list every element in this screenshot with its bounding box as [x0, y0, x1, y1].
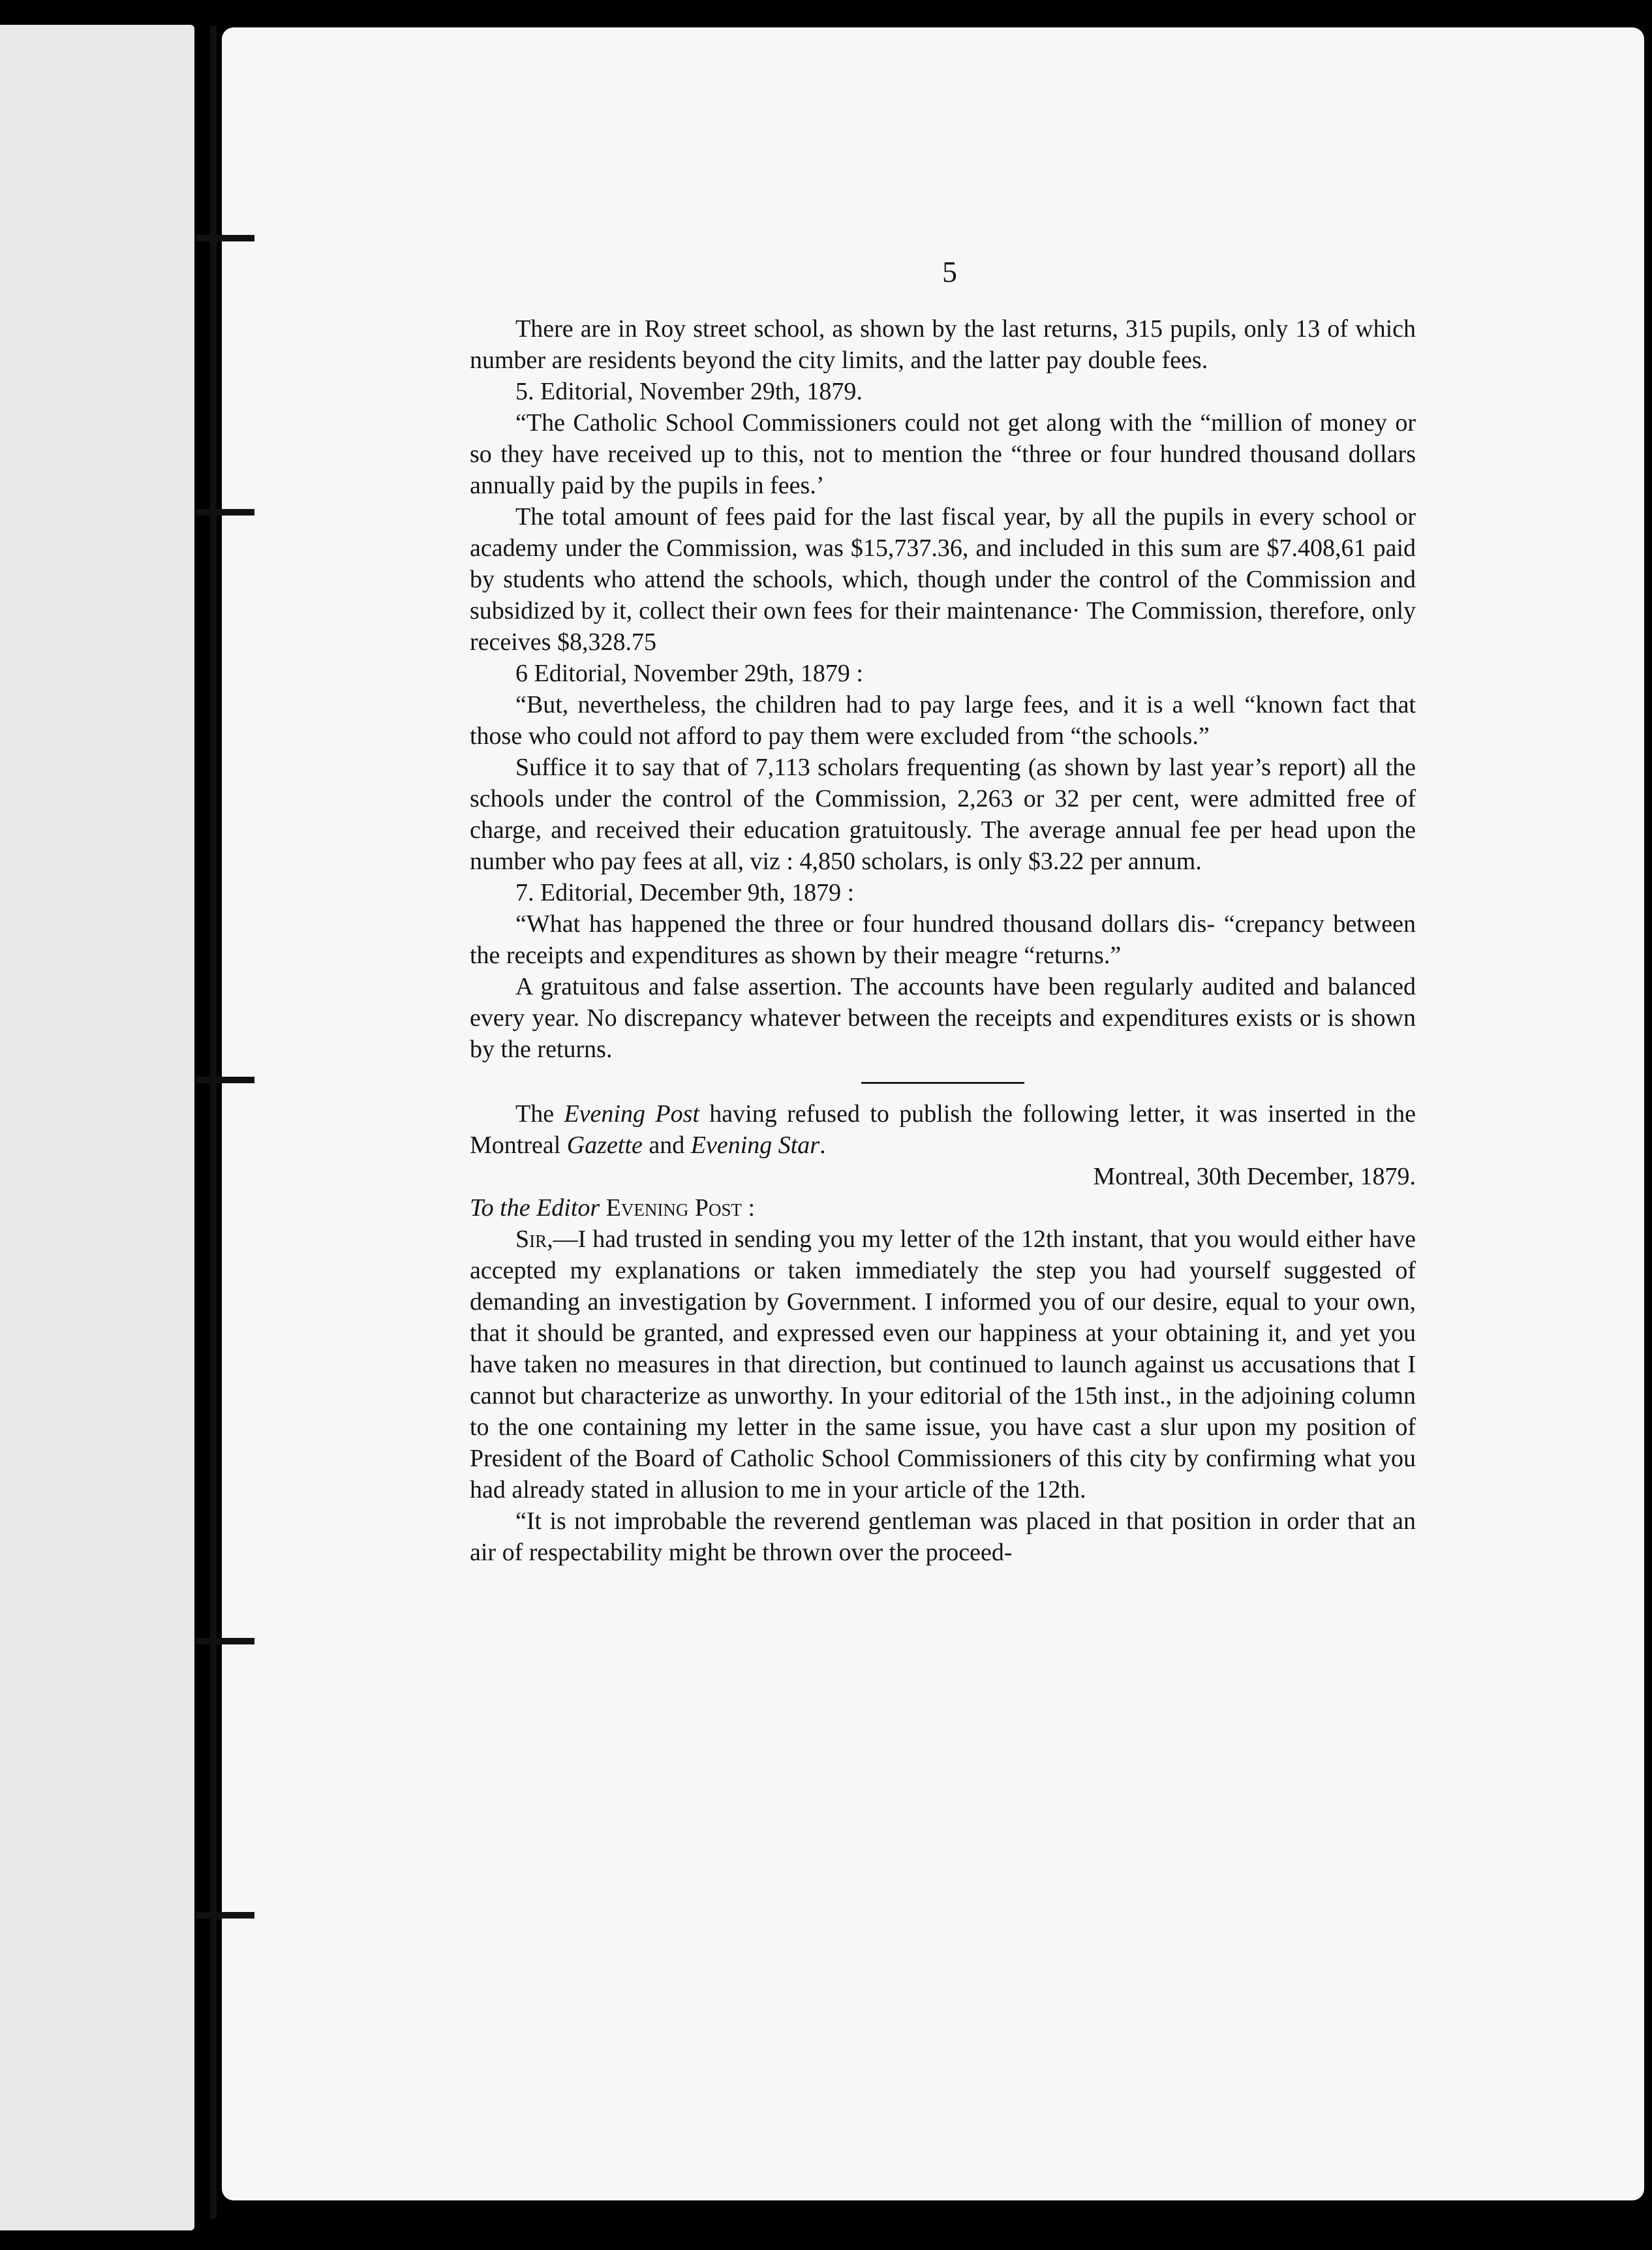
heading-editorial-7: 7. Editorial, December 9th, 1879 :	[515, 879, 855, 906]
binding-stitch	[196, 1638, 254, 1644]
heading-editorial-6: 6 Editorial, November 29th, 1879 :	[515, 660, 863, 687]
paragraph-scholars: Suffice it to say that of 7,113 scholars frequenting (as shown by last year’s report) all the schools under the control of the Commission, 2,263 or 32 per cent, were admitted free of charge, and received their education gratuitously. The average annual fee per head upon the number who pay fees at all, viz : 4,850 scholars, is only $3.22 per annum.	[470, 754, 1416, 875]
paragraph-accounts: A gratuitous and false assertion. The accounts have been regularly audited and balanced every year. No discrepancy whatever between the receipts and expenditures exists or is shown by the returns.	[470, 973, 1416, 1063]
paragraph-roy-street: There are in Roy street school, as shown by the last returns, 315 pupils, only 13 of which number are residents beyond the city limits, and the latter pay double fees.	[470, 315, 1416, 374]
heading-editorial-5: 5. Editorial, November 29th, 1879.	[515, 378, 863, 405]
letter-intro: The Evening Post having refused to publish the following letter, it was inserted in the Montreal Gazette and Evening Star.	[470, 1100, 1416, 1159]
binding-stitch	[196, 235, 254, 241]
binding-stitch-line	[210, 26, 217, 2219]
page-number: 5	[942, 255, 957, 288]
binding-stitch	[196, 1077, 254, 1083]
facing-page-edge	[0, 25, 194, 2230]
letter-dateline: Montreal, 30th December, 1879.	[1093, 1163, 1416, 1190]
quote-editorial-7: “What has happened the three or four hundred thousand dollars dis- “crepancy between the receipts and expenditures as shown by their meagre “returns.”	[470, 910, 1416, 969]
letter-body: Sir,—I had trusted in sending you my letter of the 12th instant, that you would either have accepted my explanations or taken immediately the step you had yourself suggested of demanding an investigation by Government. I informed you of our desire, equal to your own, that it should be granted, and expressed even our happiness at your obtaining it, and yet you have taken no measures in that direction, but continued to launch against us accusations that I cannot but characterize as unworthy. In your editorial of the 15th inst., in the adjoining column to the one containing my letter in the same issue, you have cast a slur upon my position of President of the Board of Catholic School Commissioners of this city by confirming what you had already stated in allusion to me in your article of the 12th.	[470, 1225, 1416, 1503]
section-divider	[861, 1082, 1024, 1084]
quote-editorial-5: “The Catholic School Commissioners could not get along with the “million of money or so they have received up to this, not to mention the “three or four hundred thousand dollars annually paid by the pupils in fees.’	[470, 409, 1416, 499]
quote-editorial-6: “But, nevertheless, the children had to pay large fees, and it is a well “known fact that those who could not afford to pay them were excluded from “the schools.”	[470, 691, 1416, 750]
page-text	[470, 254, 1416, 1568]
letter-quote: “It is not improbable the reverend gentleman was placed in that position in order that an air of respectability might be thrown over the proceed-	[470, 1507, 1416, 1566]
paragraph-fees-total: The total amount of fees paid for the last fiscal year, by all the pupils in every school or academy under the Commission, was $15,737.36, and included in this sum are $7.408,61 paid by students who attend the schools, which, though under the control of the Commission and subsidized by it, collect their own fees for their maintenance· The Commission, therefore, only receives $8,328.75	[470, 503, 1416, 656]
binding-stitch	[196, 509, 254, 516]
letter-salutation: To the Editor Evening Post :	[470, 1194, 756, 1222]
binding-stitch	[196, 1912, 254, 1919]
